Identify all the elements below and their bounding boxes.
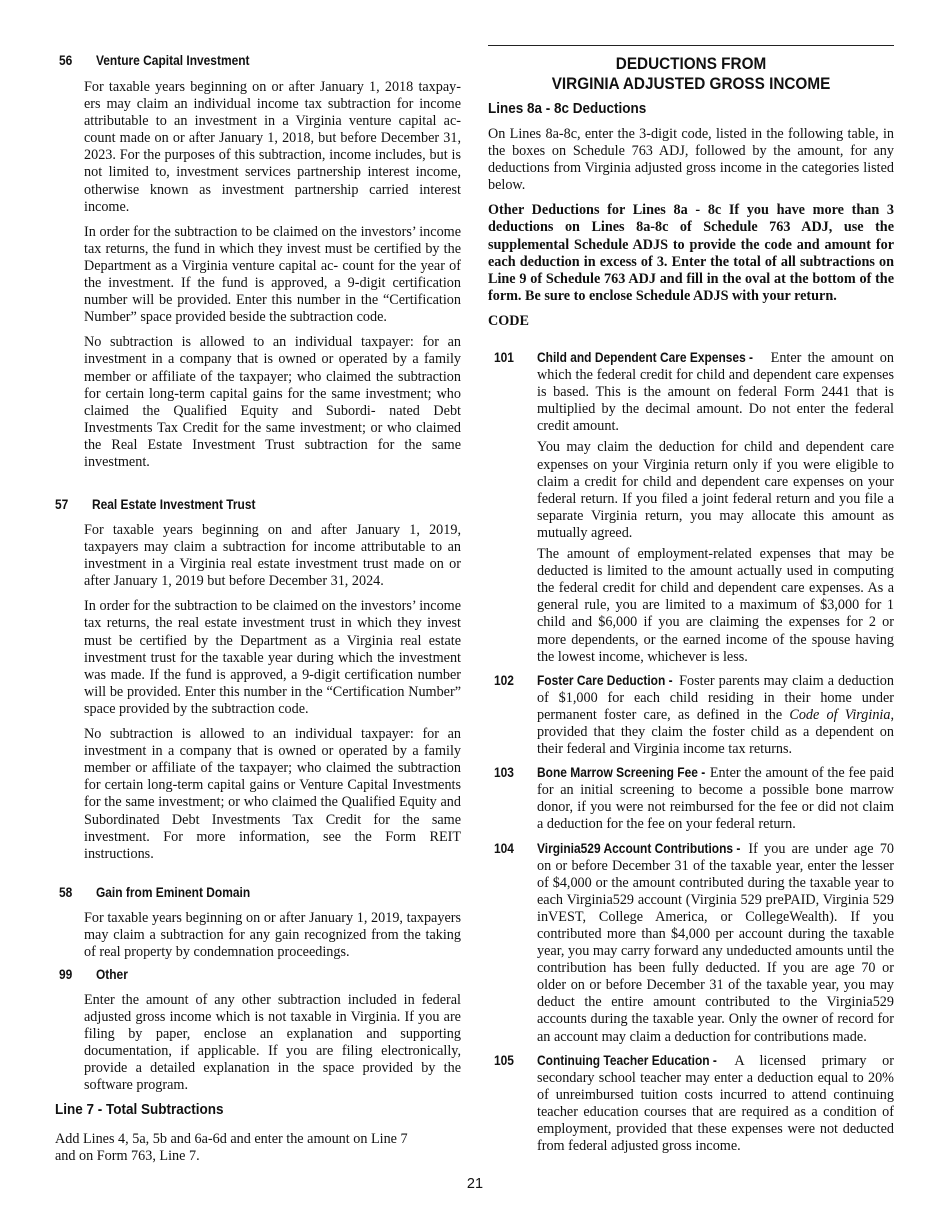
code-105-row [494,1052,894,1156]
section-58-header [59,885,250,900]
section-99-paragraph-1: Enter the amount of any other subtraction included in federal adjusted gross income which is not taxable in Virginia. If you are filing by paper, enclose an explanation and supporting documentation, if applicable. If you are filing electronically, provide a detailed explanation in the space provided by the software program. [84,992,461,1094]
deductions-heading-line-2: VIRGINIA ADJUSTED GROSS INCOME [551,74,831,93]
section-56-number: 56 [59,53,73,68]
code-101-number: 101 [494,350,514,365]
line-7-text-2: and on Form 763, Line 7. [55,1148,200,1165]
code-102-number: 102 [494,672,514,688]
section-57-number: 57 [55,497,69,512]
code-105-number: 105 [494,1052,514,1068]
code-103-label: Bone Marrow Screening Fee - [537,765,706,781]
code-104-number: 104 [494,840,514,856]
section-56-paragraph-1: For taxable years beginning on or after January 1, 2018 taxpay- ers may claim an individual income tax subtraction for income attributable to an investment in a Virginia venture capital ac- count made on or after January 1, 2018, but before December 31, 2023. For the purposes of this subtraction, income includes, but is not limited to, investment services partnership interest income, otherwise known as investment partnership carried interest income. [84,79,461,215]
section-58-paragraph-1: For taxable years beginning on or after January 1, 2019, taxpayers may claim a subtraction for any gain recognized from the taking of real property by condemnation proceedings. [84,910,461,961]
section-57-paragraph-2: In order for the subtraction to be claimed on the investors’ income tax returns, the real estate investment trust in which they invest must be certified by the Department as a Virginia real estate investment trust for the taxable year during which the investment was made. If the fund is approved, a 9-digit certification number will be provided. Enter this number in the “Certification Number” space provided by the subtraction code. [84,598,461,717]
section-57-paragraph-1: For taxable years beginning on and after January 1, 2019, taxpayers may claim a subtraction for income attributable to an investment in a Virginia real estate investment trust made on or after January 1, 2019 but before December 31, 2024. [84,522,461,590]
section-56-body [84,79,461,471]
deductions-intro-block [488,126,894,330]
code-105-text: A licensed primary or secondary school teacher may enter a deduction equal to 20% of unreimbursed tuition costs incurred to attend continuing teacher education courses that are required as a condition of employment, provided that these expenses were not deducted from federal adjusted gross income. [537,1052,894,1155]
code-104-label: Virginia529 Account Contributions - [537,840,741,856]
section-99-number: 99 [59,967,73,982]
other-deductions-note: Other Deductions for Lines 8a - 8c If you have more than 3 deductions on Lines 8a-8c of Schedule 763 ADJ, use the supplemental Schedule ADJS to provide the code and amount for each deduction in excess of 3. Enter the total of all subtractions on Line 9 of Schedule 763 ADJ and fill in the oval at the bottom of the form. Be sure to enclose Schedule ADJS with your return. [488,202,894,304]
section-99-header [59,967,128,982]
code-101-row [494,349,894,666]
section-99-title: Other [95,967,128,982]
code-102-text-b: , provided that they claim the foster child as a dependent on their federal and Virginia income tax returns. [537,706,894,758]
code-102-text-a: Foster parents may claim a deduction of $1,000 for each child residing in their home under permanent foster care, as defined in the [537,672,894,723]
line-7-title: Line 7 - Total Subtractions [55,1101,224,1118]
page-number: 21 [466,1176,484,1192]
section-56-header [59,53,250,68]
code-101-label: Child and Dependent Care Expenses - [537,350,754,365]
codes-list [494,349,894,1155]
top-divider [488,45,894,46]
code-104-text: If you are under age 70 on or before December 31 of the taxable year, enter the lesser of $4,000 or the amount contributed during the taxable year to each Virginia529 account (Virginia 529 prePAID, Virginia 529 inVEST, College America, or CollegeWealth). If you contributed more than $4,000 per account during the taxable year, you may carry forward any undeducted amounts until the contribution has been fully deducted. If you are age 70 or older on or before December 31 of the taxable year, you may deduct the entire amount contributed to the Virginia529 accounts during the taxable year. Only the owner of record for an account may claim a deduction for contributions made. [537,840,895,1045]
code-label: CODE [488,312,529,329]
deductions-heading [488,54,894,94]
section-58-number: 58 [59,885,73,900]
code-103-row [494,764,894,833]
code-104-row [494,840,894,1046]
section-56-paragraph-2: In order for the subtraction to be claimed on the investors’ income tax returns, the fund in which they invest must be certified by the Department as a Virginia venture capital ac- count for the year of the investment. If the fund is approved, a 9-digit certification number will be provided. Enter this number in the “Certification Number” space provided beside the subtraction code. [84,223,461,326]
code-101-text: Enter the amount on which the federal credit for child and dependent care expenses is based. This is the amount on federal Form 2441 that is multiplied by the decimal amount. Do not enter the federal credit amount. [537,350,894,435]
line-7-text-1: Add Lines 4, 5a, 5b and 6a-6d and enter the amount on Line 7 [55,1131,408,1147]
code-103-number: 103 [494,765,514,781]
code-102-row [494,672,894,758]
line-7-body [55,1131,461,1165]
deductions-heading-line-1: DEDUCTIONS FROM [615,54,767,73]
section-56-title: Venture Capital Investment [95,53,250,68]
section-57-body [84,522,461,863]
section-57-title: Real Estate Investment Trust [91,497,256,512]
deductions-intro: On Lines 8a-8c, enter the 3-digit code, listed in the following table, in the boxes on Schedule 763 ADJ, followed by the amount, for any deductions from Virginia adjusted gross income in the categories listed below. [488,126,894,194]
code-101-paragraph-2: You may claim the deduction for child and dependent care expenses on your Virginia return only if you were eligible to claim a credit for child and dependent care expenses on your federal return. If you filed a joint federal return and you file a separate Virginia return, you may allocate this amount as mutually agreed. [537,439,894,541]
section-56-paragraph-3: No subtraction is allowed to an individual taxpayer: for an investment in a company that is owned or operated by a family member or affiliate of the taxpayer; who claimed the subtraction for certain long-term capital gains for the same investment; who claimed the Qualified Equity and Subordi- nated Debt Investments Tax Credit for the same investment; or who claimed the Real Estate Investment Trust subtraction for the same investment. [84,334,461,470]
section-58-title: Gain from Eminent Domain [95,885,251,900]
lines-8a-8c-title: Lines 8a - 8c Deductions [488,100,647,117]
section-58-body [84,910,461,961]
section-99-body [84,992,461,1095]
code-of-virginia: Code of Virginia [789,706,891,723]
code-105-label: Continuing Teacher Education - [537,1052,717,1068]
code-102-label: Foster Care Deduction - [537,672,673,688]
section-57-paragraph-3: No subtraction is allowed to an individual taxpayer: for an investment in a company that is owned or operated by a family member or affiliate of the taxpayer; who claimed the subtraction for certain long-term capital gains or Venture Capital Investments for the same investment; or who claimed the Qualified Equity and Subordinated Debt Investments Tax Credit for the same investment. For more information, see the Form REIT instructions. [84,726,461,862]
code-103-text: Enter the amount of the fee paid for an initial screening to become a possible bone marrow donor, if you were not reimbursed for the fee or did not claim a deduction for the fee on your federal return. [537,765,895,833]
section-57-header [55,497,256,512]
code-101-paragraph-3: The amount of employment-related expenses that may be deducted is limited to the amount actually used in computing the federal credit for child and dependent care expenses. As a general rule, you are limited to a maximum of $3,000 for 1 child and $6,000 if you are claiming the expenses for 2 or more dependents, or the earned income of the spouse having the lowest income, whichever is less. [537,546,894,665]
